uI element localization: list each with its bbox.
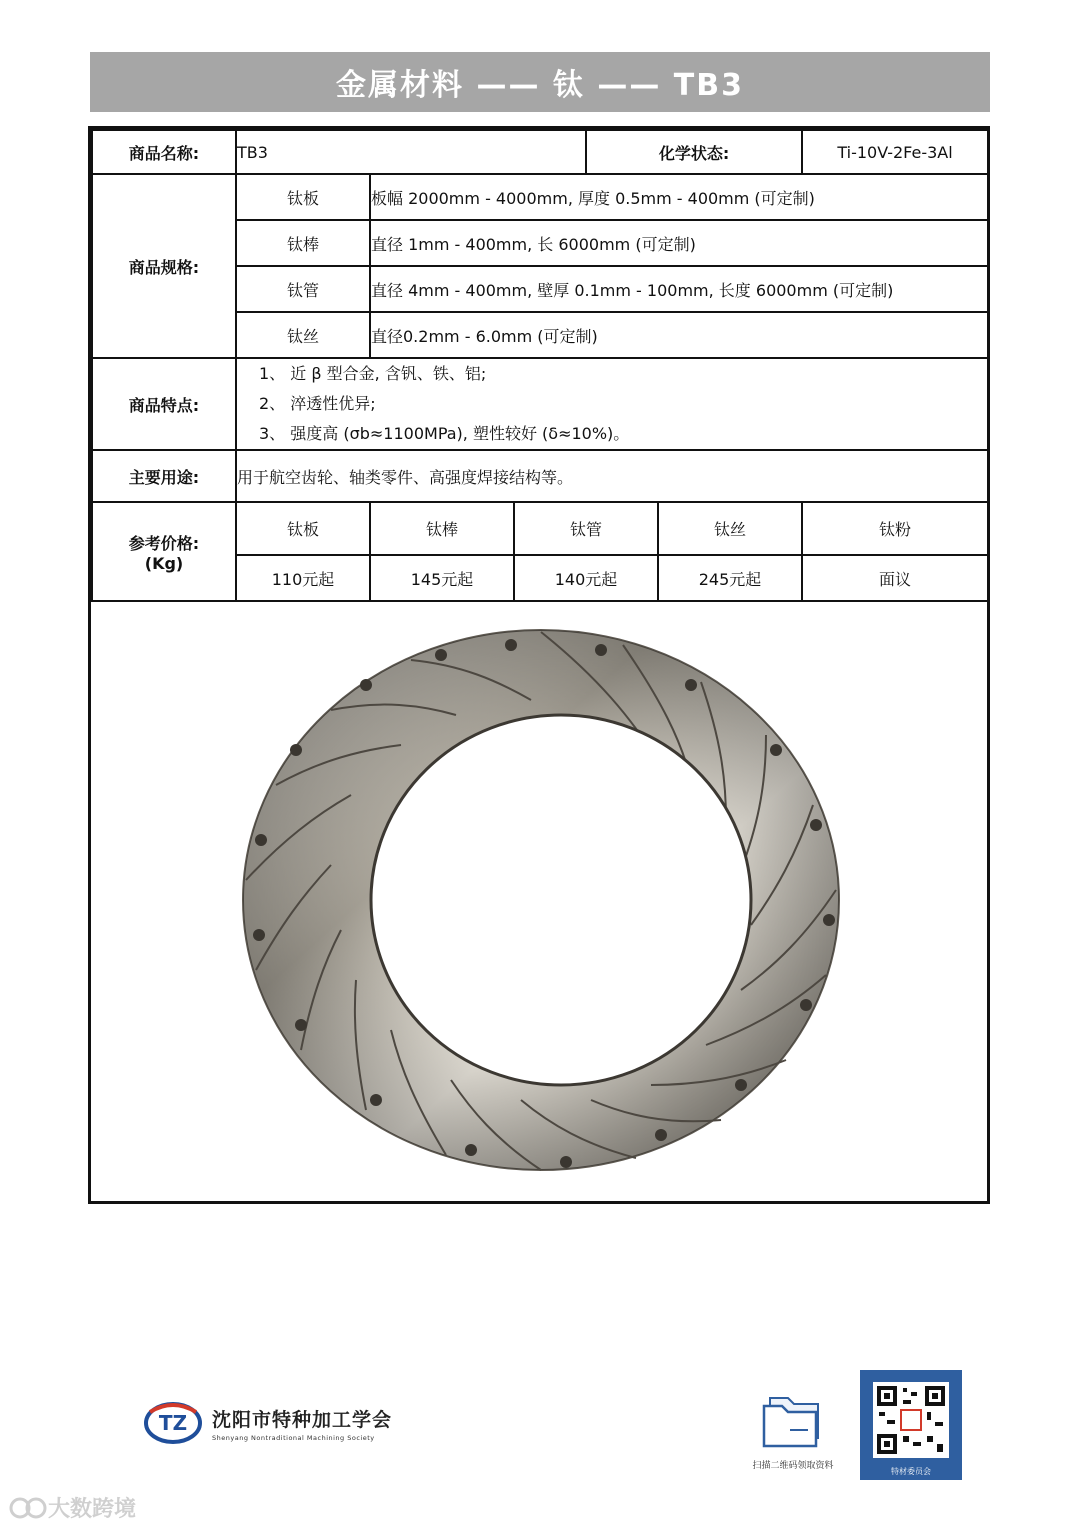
scan-qr-hint [748,1386,838,1471]
price-header: 钛丝 [658,502,802,555]
page-title: 金属材料 —— 钛 —— TB3 [336,68,744,103]
watermark-logo-icon [8,1495,48,1521]
table-row [92,450,988,502]
feature-item: 3、 强度高 (σb≈1100MPa), 塑性较好 (δ≈10%)。 [259,424,630,443]
usage-label: 主要用途: [92,450,236,502]
spec-item: 钛板 [236,174,370,220]
feature-item: 1、 近 β 型合金, 含钒、铁、铝; [259,364,487,383]
org-name-cn: 沈阳市特种加工学会 [212,1408,393,1431]
tz-logo-icon [142,1400,204,1446]
price-header: 钛板 [236,502,370,555]
price-label-cell [92,502,236,601]
table-row [92,174,988,220]
chem-state-value: Ti-10V-2Fe-3Al [802,130,988,174]
watermark [8,1492,136,1523]
qr-code-icon [873,1382,949,1458]
folder-icon [758,1386,828,1450]
price-unit: (Kg) [144,553,184,573]
spec-label: 商品规格: [92,174,236,358]
chem-state-label: 化学状态: [586,130,802,174]
spec-sheet [88,126,990,1204]
price-value: 140元起 [514,555,658,601]
logo-letters: TZ [158,1411,188,1435]
page-banner [90,52,990,112]
price-value: 110元起 [236,555,370,601]
usage-text: 用于航空齿轮、轴类零件、高强度焊接结构等。 [236,450,988,502]
spec-item: 钛管 [236,266,370,312]
feature-item: 2、 淬透性优异; [259,394,376,413]
price-header: 钛粉 [802,502,988,555]
price-value: 145元起 [370,555,514,601]
spec-desc: 板幅 2000mm - 4000mm, 厚度 0.5mm - 400mm (可定制) [370,174,988,220]
table-row [92,130,988,174]
table-row [92,502,988,555]
spec-item: 钛丝 [236,312,370,358]
spec-table [91,129,989,602]
qr-caption: 特材委员会 [891,1467,931,1476]
spec-desc: 直径 4mm - 400mm, 壁厚 0.1mm - 100mm, 长度 6000mm (可定制) [370,266,988,312]
price-value: 面议 [802,555,988,601]
spec-item: 钛棒 [236,220,370,266]
product-photo [91,599,987,1201]
features-label: 商品特点: [92,358,236,450]
watermark-text: 大数跨境 [48,1497,137,1522]
org-logo [142,1400,392,1446]
price-value: 245元起 [658,555,802,601]
price-label: 参考价格: [128,533,200,553]
org-name-en: Shenyang Nontraditional Machining Society [212,1433,375,1442]
product-name-value: TB3 [236,130,586,174]
titanium-impeller-ring-image [219,610,859,1190]
table-row [92,358,988,450]
spec-desc: 直径 1mm - 400mm, 长 6000mm (可定制) [370,220,988,266]
price-header: 钛棒 [370,502,514,555]
price-header: 钛管 [514,502,658,555]
spec-desc: 直径0.2mm - 6.0mm (可定制) [370,312,988,358]
features-cell [236,358,988,450]
qr-code-panel[interactable] [860,1370,962,1480]
scan-text: 扫描二维码领取资料 [752,1461,834,1471]
product-name-label: 商品名称: [92,130,236,174]
